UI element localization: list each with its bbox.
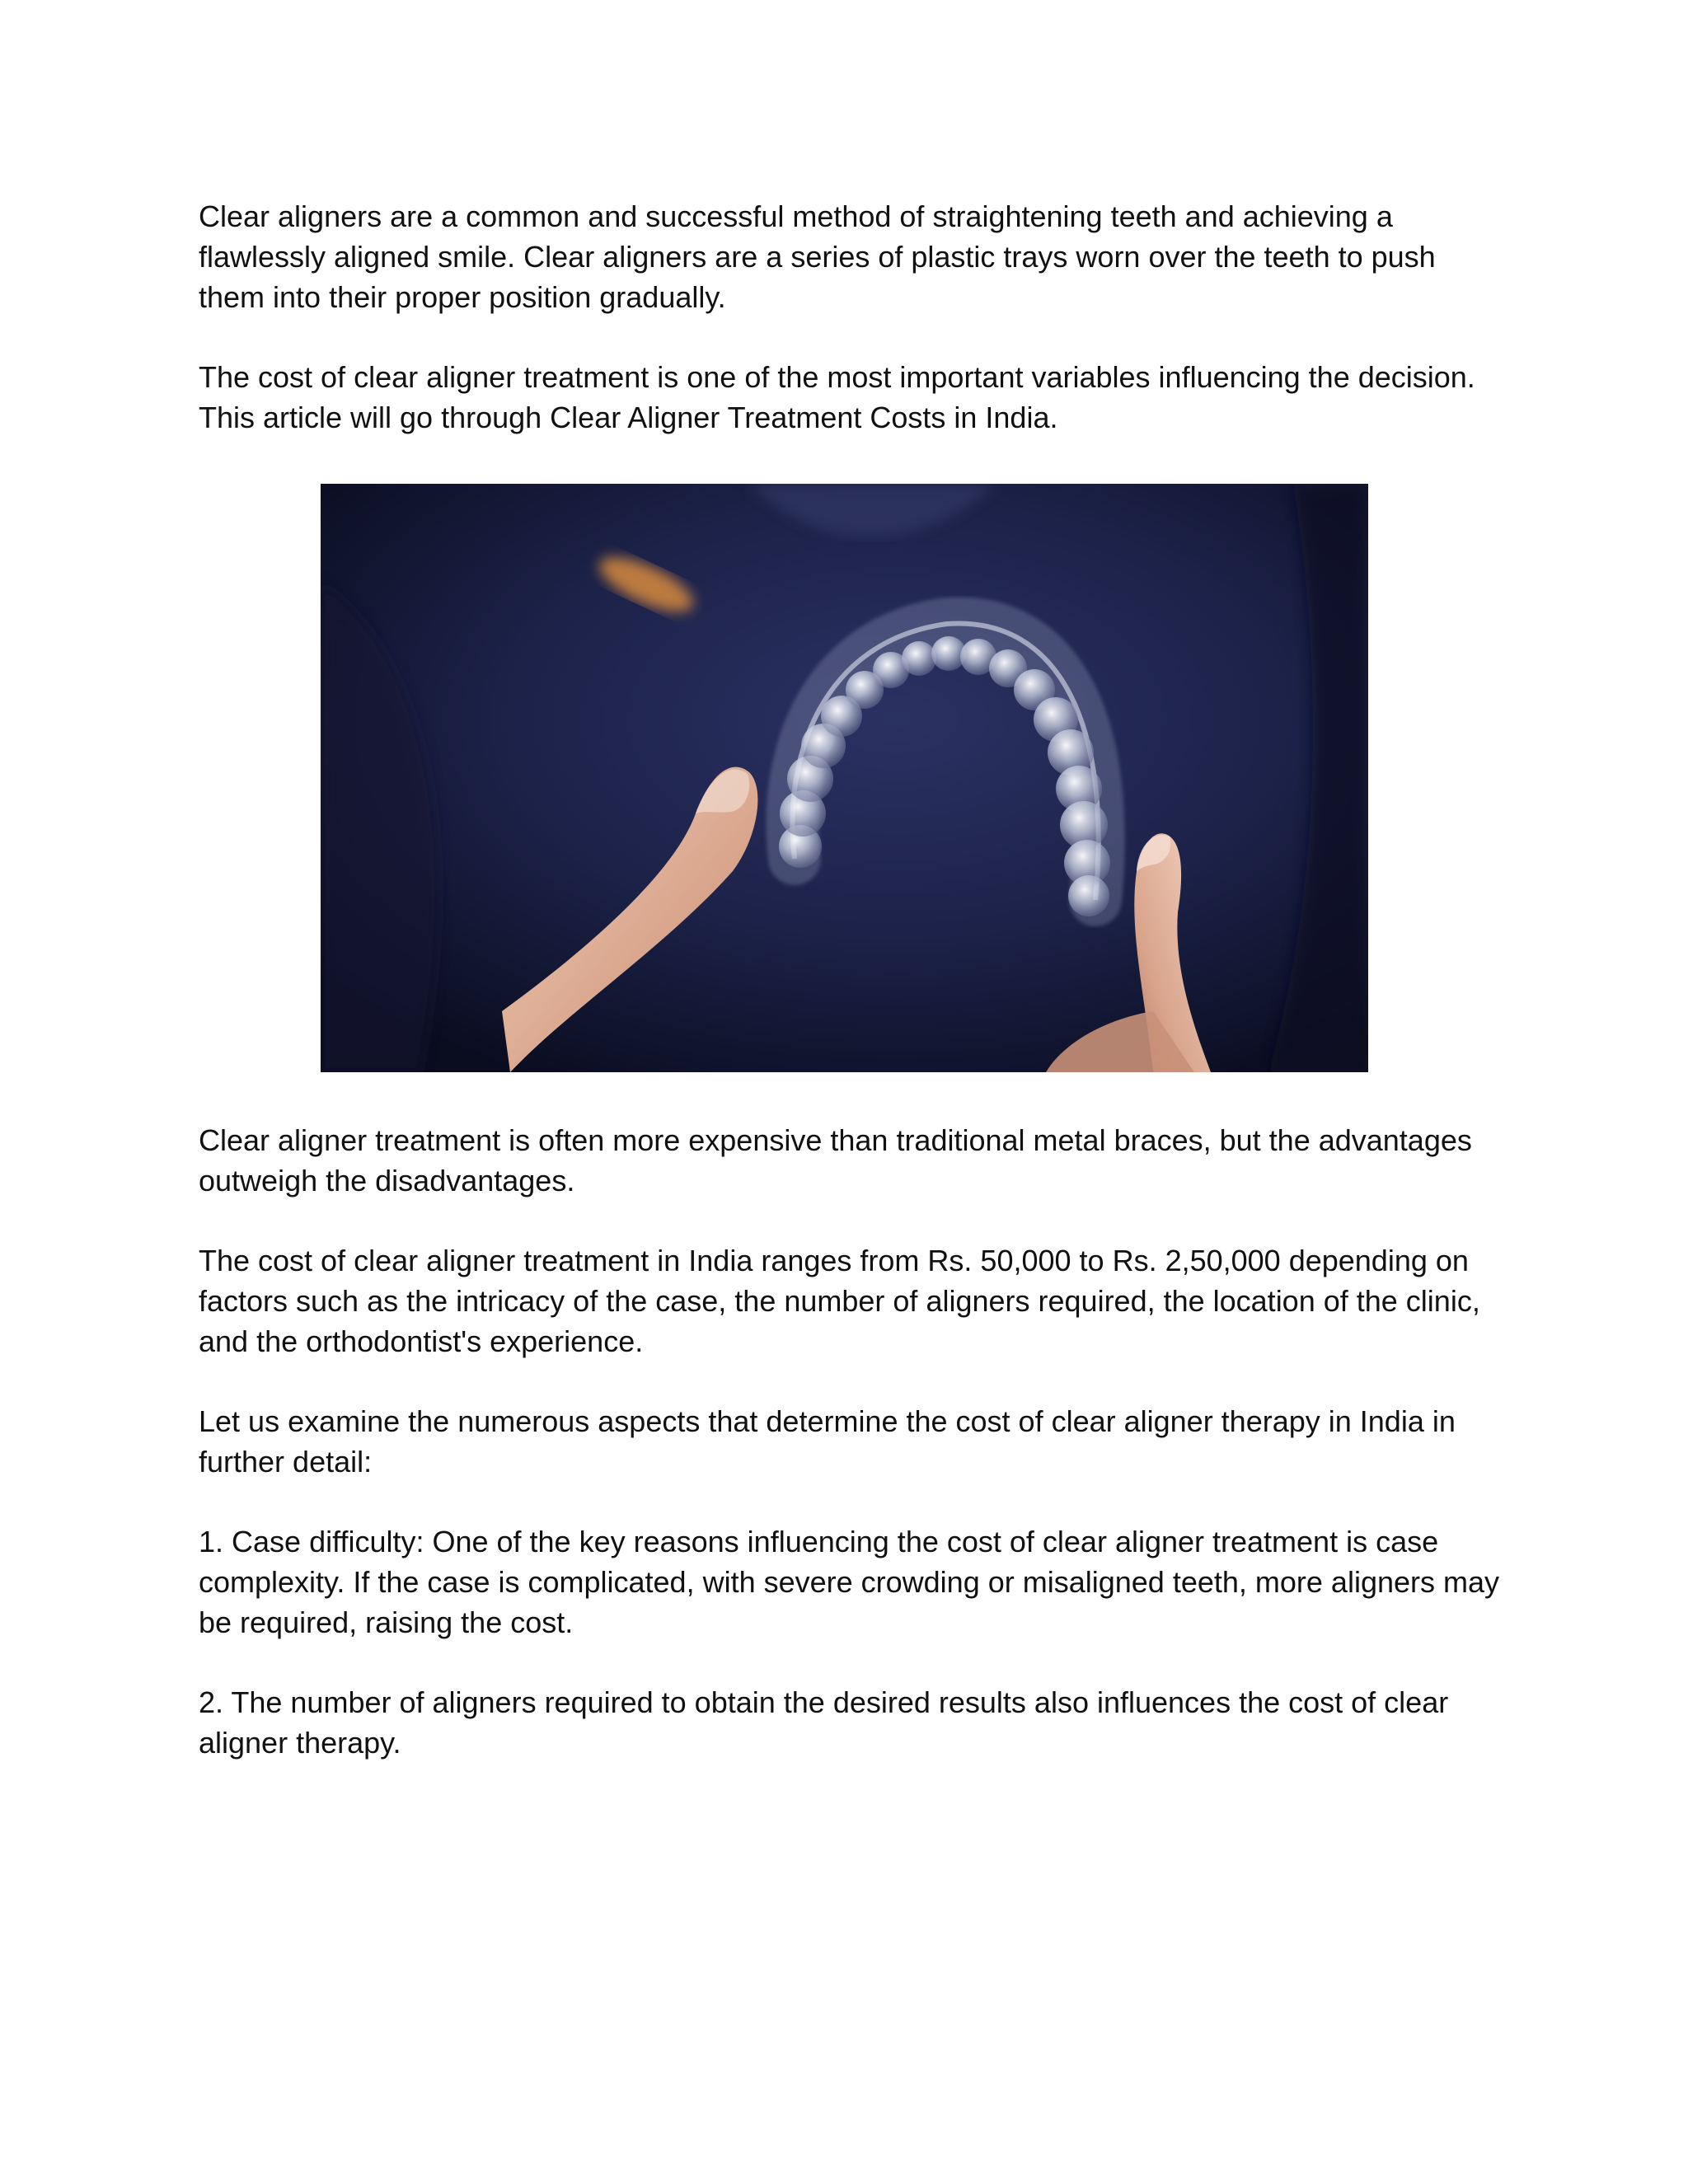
expense-paragraph: Clear aligner treatment is often more expensive than traditional metal braces, but the advantages outweigh the disadvantages.: [199, 1123, 1472, 1197]
intro-paragraph: Clear aligners are a common and successful method of straightening teeth and achieving a flawlessly aligned smile. Clear aligners are a series of plastic trays worn over the teeth to push them into their proper position gradually.: [199, 199, 1436, 314]
article-body: [199, 196, 1501, 1802]
aspects-intro-paragraph: Let us examine the numerous aspects that determine the cost of clear aligner therapy in India in further detail:: [199, 1404, 1456, 1479]
cost-range-paragraph: The cost of clear aligner treatment in India ranges from Rs. 50,000 to Rs. 2,50,000 depending on factors such as the intricacy of the case, the number of aligners required, the location of the clinic, and the orthodontist's experience.: [199, 1244, 1480, 1358]
aligner-photo: [321, 484, 1368, 1072]
photo-backdrop: [321, 484, 1368, 1072]
cost-importance-paragraph: The cost of clear aligner treatment is one of the most important variables influencing the decision. This article will go through Clear Aligner Treatment Costs in India.: [199, 360, 1475, 434]
figure-container: [199, 484, 1501, 1072]
case-difficulty-paragraph: 1. Case difficulty: One of the key reasons influencing the cost of clear aligner treatment is case complexity. If the case is complicated, with severe crowding or misaligned teeth, more aligners may be required, raising the cost.: [199, 1525, 1500, 1639]
aligner-count-paragraph: 2. The number of aligners required to obtain the desired results also influences the cost of clear aligner therapy.: [199, 1685, 1449, 1760]
